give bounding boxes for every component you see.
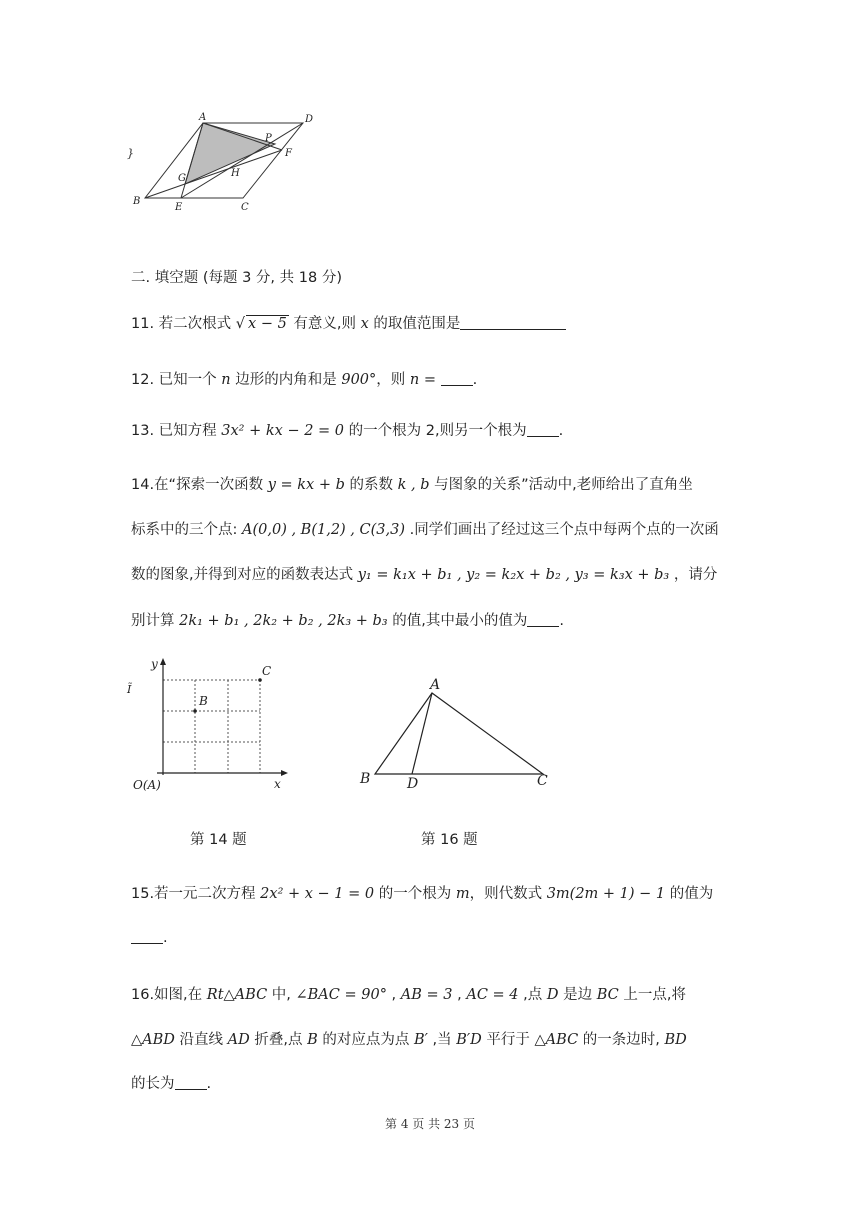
q16-text: ,当 bbox=[427, 1032, 457, 1048]
q13-suffix: 的一个根为 2,则另一个根为 bbox=[344, 423, 527, 439]
label-p: P bbox=[265, 133, 272, 144]
q16-math: △ABD bbox=[131, 1032, 175, 1048]
question-14-line-4 bbox=[131, 609, 564, 630]
q12-end: . bbox=[472, 372, 478, 388]
label-a: A bbox=[430, 677, 441, 693]
x-label: x bbox=[274, 777, 281, 791]
q16-math: BD bbox=[664, 1032, 687, 1048]
stray-mark-14: Ĩ bbox=[127, 683, 132, 696]
q15-var: m bbox=[455, 886, 470, 902]
point-b bbox=[193, 709, 197, 713]
q14-text: 14.在“探索一次函数 bbox=[131, 477, 268, 493]
q12-comma: ，则 bbox=[376, 372, 410, 388]
q12-prefix: 12. 已知一个 bbox=[131, 372, 222, 388]
question-15-line-2 bbox=[131, 929, 168, 946]
label-b: B bbox=[360, 771, 371, 787]
q16-math: AD bbox=[227, 1032, 250, 1048]
q14-text: .同学们画出了经过这三个点中每两个点的一次函 bbox=[405, 522, 719, 538]
q11-tail: 的取值范围是 bbox=[368, 316, 461, 332]
q16-text: 16.如图,在 bbox=[131, 987, 207, 1003]
question-15-line-1 bbox=[131, 882, 713, 903]
q16-text: , bbox=[386, 987, 401, 1003]
q16-text: 平行于 bbox=[481, 1032, 535, 1048]
q16-math: D bbox=[546, 987, 559, 1003]
q12-mid: 边形的内角和是 bbox=[230, 372, 342, 388]
x-axis-arrow bbox=[281, 770, 288, 776]
label-d: D bbox=[305, 114, 314, 125]
q16-end: . bbox=[206, 1076, 212, 1092]
y-axis-arrow bbox=[160, 658, 166, 665]
q14-equations: y₁ = k₁x + b₁ , y₂ = k₂x + b₂ , y₃ = k₃x + b₃ bbox=[357, 567, 670, 583]
q14-end: . bbox=[559, 613, 564, 629]
q13-end: . bbox=[558, 423, 564, 439]
page-footer: 第 4 页 共 23 页 bbox=[385, 1117, 475, 1131]
q15-answer-blank[interactable] bbox=[131, 929, 163, 944]
q13-prefix: 13. 已知方程 bbox=[131, 423, 222, 439]
coordinate-grid-figure bbox=[125, 655, 295, 795]
question-16-line-1 bbox=[131, 983, 686, 1004]
q11-radicand: x − 5 bbox=[248, 316, 287, 332]
q14-text: 与图象的关系”活动中,老师给出了直角坐 bbox=[429, 477, 693, 493]
q16-math: BC bbox=[596, 987, 619, 1003]
label-point-b: B bbox=[199, 694, 208, 708]
q16-text: 的长为 bbox=[131, 1076, 175, 1092]
q11-answer-blank[interactable] bbox=[460, 315, 566, 330]
segment-ad bbox=[412, 693, 432, 774]
origin-label: O(A) bbox=[133, 778, 161, 792]
q12-answer-blank[interactable] bbox=[441, 371, 473, 386]
q14-text: 标系中的三个点: bbox=[131, 522, 242, 538]
q13-answer-blank[interactable] bbox=[527, 422, 559, 437]
label-point-c: C bbox=[262, 664, 272, 678]
q16-text: 的对应点为点 bbox=[317, 1032, 414, 1048]
q16-math: Rt△ABC bbox=[206, 987, 268, 1003]
label-c: C bbox=[537, 773, 548, 789]
q14-text: 别计算 bbox=[131, 613, 180, 629]
q12-value: 900° bbox=[341, 372, 377, 388]
q11-prefix: 11. 若二次根式 bbox=[131, 316, 236, 332]
q14-vars: k , b bbox=[397, 477, 430, 493]
q16-text: , bbox=[452, 987, 467, 1003]
question-16-line-3 bbox=[131, 1072, 211, 1093]
question-14-line-3 bbox=[131, 563, 717, 584]
q15-text: 的值为 bbox=[665, 886, 714, 902]
label-h: H bbox=[231, 168, 240, 179]
q15-expression: 3m(2m + 1) − 1 bbox=[546, 886, 666, 902]
label-c: C bbox=[241, 202, 249, 213]
q16-text: 是边 bbox=[558, 987, 597, 1003]
q15-text: 的一个根为 bbox=[374, 886, 456, 902]
q16-math: B′ bbox=[413, 1032, 428, 1048]
q16-text: 上一点,将 bbox=[618, 987, 686, 1003]
q16-math: B′D bbox=[456, 1032, 482, 1048]
q14-points: A(0,0) , B(1,2) , C(3,3) bbox=[242, 522, 405, 538]
label-e: E bbox=[175, 202, 183, 213]
caption-14: 第 14 题 bbox=[190, 832, 247, 848]
q14-equation: y = kx + b bbox=[267, 477, 345, 493]
q14-text: 数的图象,并得到对应的函数表达式 bbox=[131, 567, 358, 583]
stray-mark: } bbox=[127, 147, 134, 160]
q16-text: 折叠,点 bbox=[249, 1032, 308, 1048]
section-title: 二. 填空题 (每题 3 分, 共 18 分) bbox=[131, 270, 342, 286]
q15-equation: 2x² + x − 1 = 0 bbox=[260, 886, 375, 902]
question-14-line-1 bbox=[131, 473, 693, 494]
q16-math: △ABC bbox=[534, 1032, 579, 1048]
q16-math: ∠BAC = 90° bbox=[295, 987, 387, 1003]
q14-text: ，请分 bbox=[669, 567, 718, 583]
question-12 bbox=[131, 368, 477, 389]
q14-text: 的系数 bbox=[344, 477, 398, 493]
q12-eq: n = bbox=[409, 372, 436, 388]
q16-text: 的一条边时, bbox=[578, 1032, 665, 1048]
q16-text: 中, bbox=[267, 987, 296, 1003]
label-d: D bbox=[407, 776, 419, 792]
q16-text: ,点 bbox=[518, 987, 547, 1003]
question-13 bbox=[131, 419, 563, 440]
question-11: 11. 若二次根式 √ x − 5 有意义,则 x 的取值范围是 bbox=[131, 312, 566, 333]
label-f: F bbox=[285, 148, 292, 159]
triangle-figure bbox=[355, 675, 555, 795]
question-14-line-2 bbox=[131, 518, 719, 539]
caption-16: 第 16 题 bbox=[421, 832, 478, 848]
q16-math: AC = 4 bbox=[466, 987, 519, 1003]
q14-text: 的值,其中最小的值为 bbox=[387, 613, 528, 629]
label-b: B bbox=[133, 196, 141, 207]
point-c bbox=[258, 678, 262, 682]
q15-end: . bbox=[163, 930, 168, 946]
label-a: A bbox=[199, 112, 207, 123]
question-16-line-2 bbox=[131, 1028, 687, 1049]
q11-suffix: 有意义,则 bbox=[288, 316, 361, 332]
q16-math: B bbox=[307, 1032, 318, 1048]
q11-var: x bbox=[360, 316, 369, 332]
q16-math: AB = 3 bbox=[400, 987, 453, 1003]
label-g: G bbox=[178, 173, 186, 184]
q12-var: n bbox=[221, 372, 231, 388]
triangle-abc bbox=[375, 693, 543, 774]
q16-text: 沿直线 bbox=[174, 1032, 228, 1048]
y-label: y bbox=[151, 657, 158, 671]
parallelogram-figure bbox=[125, 108, 325, 218]
q16-answer-blank[interactable] bbox=[175, 1075, 207, 1090]
q13-equation: 3x² + kx − 2 = 0 bbox=[221, 423, 345, 439]
q14-answer-blank[interactable] bbox=[527, 612, 559, 627]
q15-text: 15.若一元二次方程 bbox=[131, 886, 261, 902]
q14-expressions: 2k₁ + b₁ , 2k₂ + b₂ , 2k₃ + b₃ bbox=[179, 613, 388, 629]
q15-text: ，则代数式 bbox=[469, 886, 547, 902]
